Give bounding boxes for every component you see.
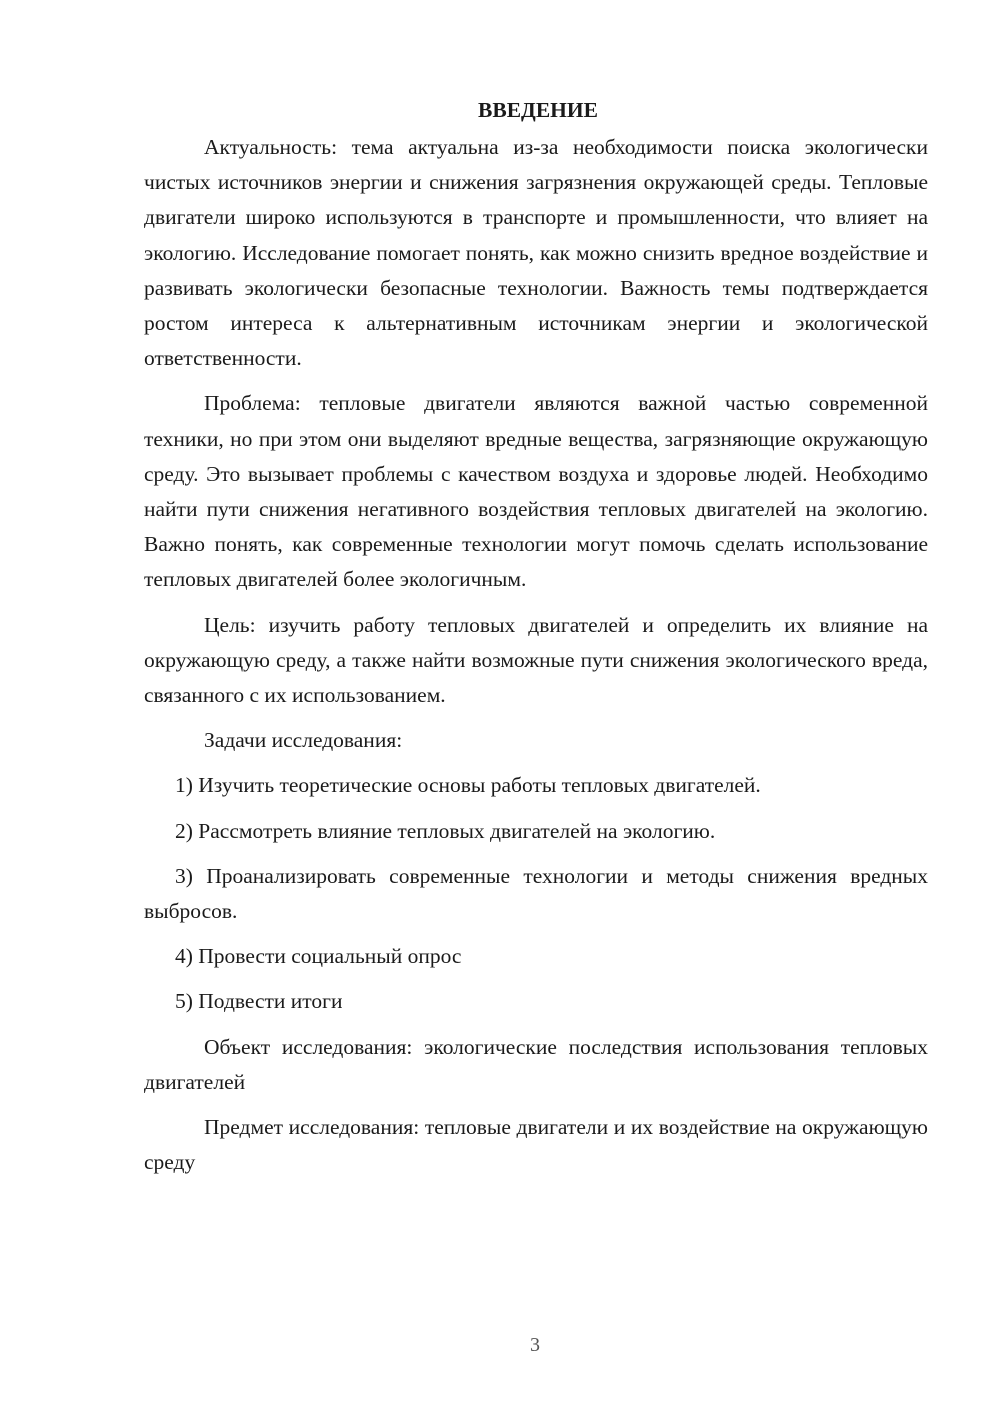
object-paragraph: Объект исследования: экологические последствия использования тепловых двигателей [144, 1034, 928, 1094]
page-content [144, 92, 928, 1180]
task-item-5: 5) Подвести итоги [175, 989, 343, 1014]
task-item-2: 2) Рассмотреть влияние тепловых двигателей на экологию. [175, 818, 716, 843]
task-item-4: 4) Провести социальный опрос [175, 944, 462, 969]
tasks-heading: Задачи исследования: [204, 728, 403, 753]
goal-paragraph: Цель: изучить работу тепловых двигателей и определить их влияние на окружающую среду, а также найти возможные пути снижения экологического вреда, связанного с их использованием. [144, 612, 928, 708]
subject-paragraph: Предмет исследования: тепловые двигатели и их воздействие на окружающую среду [144, 1115, 928, 1175]
task-item-3: 3) Проанализировать современные технологии и методы снижения вредных выбросов. [144, 863, 928, 924]
relevance-paragraph: Актуальность: тема актуальна из-за необходимости поиска экологически чистых источников энергии и снижения загрязнения окружающей среды. Тепловые двигатели широко используются в транспорте и промышленности, что влияет на экологию. Исследование помогает понять, как можно снизить вредное воздействие и развивать экологически безопасные технологии. Важность темы подтверждается ростом интереса к альтернативным источникам энергии и экологической ответственности. [144, 135, 928, 371]
problem-paragraph: Проблема: тепловые двигатели являются важной частью современной техники, но при этом они выделяют вредные вещества, загрязняющие окружающую среду. Это вызывает проблемы с качеством воздуха и здоровье людей. Необходимо найти пути снижения негативного воздействия тепловых двигателей на экологию. Важно понять, как современные технологии могут помочь сделать использование тепловых двигателей более экологичным. [144, 391, 928, 592]
task-item-1: 1) Изучить теоретические основы работы тепловых двигателей. [175, 773, 761, 798]
page-number: 3 [530, 1334, 540, 1356]
section-title: ВВЕДЕНИЕ [478, 98, 598, 122]
